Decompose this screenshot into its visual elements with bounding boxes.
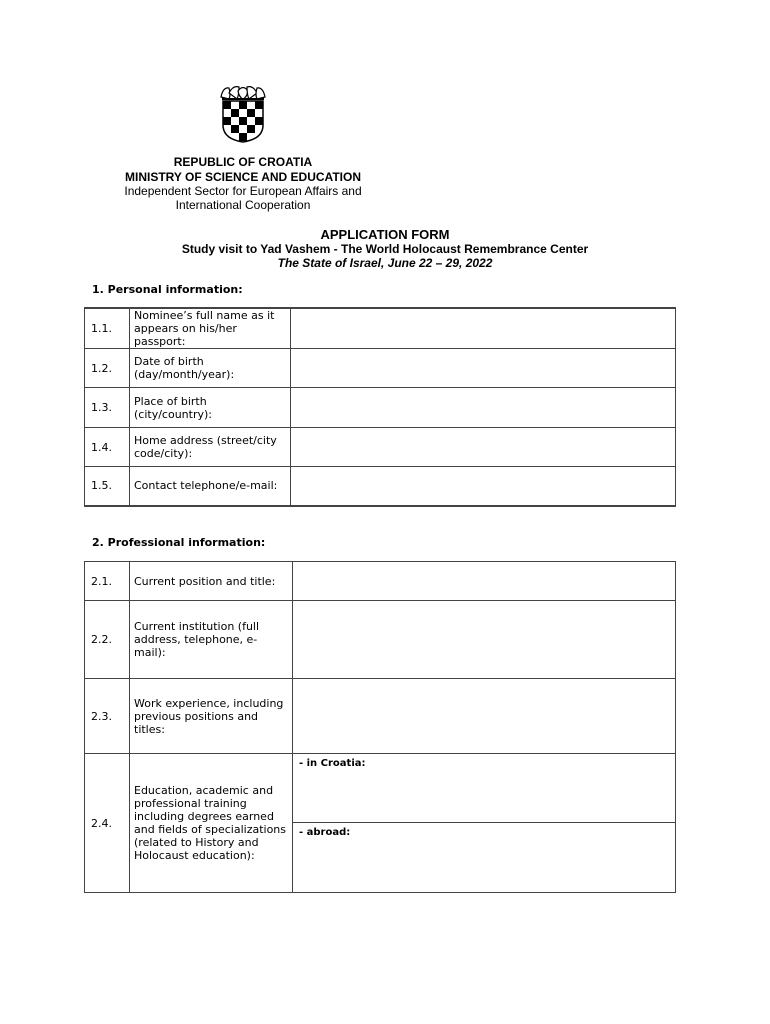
table-row [85,428,676,467]
place-of-birth-field[interactable] [291,388,676,428]
row-number: 2.2. [85,601,130,679]
row-number: 2.3. [85,679,130,754]
country-name: REPUBLIC OF CROATIA [173,155,313,169]
education-abroad-field[interactable] [293,823,675,892]
professional-info-table [84,561,676,893]
abroad-label: - abroad: [299,827,351,838]
row-number: 1.3. [85,388,130,428]
field-label: Date of birth (day/month/year): [130,349,291,388]
in-croatia-label: - in Croatia: [299,758,366,769]
coat-of-arms-icon [219,85,267,143]
field-label: Place of birth (city/country): [130,388,291,428]
table-row [85,467,676,506]
personal-info-heading: 1. Personal information: [92,283,243,296]
education-croatia-field[interactable] [293,754,675,823]
form-title: APPLICATION FORM [320,227,450,242]
date-of-birth-field[interactable] [291,349,676,388]
field-label: Current institution (full address, telephone, e-mail): [130,601,293,679]
education-field [293,754,676,893]
field-label: Education, academic and professional training including degrees earned and fields of specializations (related to History and Holocaust education): [130,754,293,893]
row-number: 2.4. [85,754,130,893]
table-row [85,754,676,893]
professional-info-heading: 2. Professional information: [92,536,266,549]
table-row [85,308,676,349]
field-label: Work experience, including previous positions and titles: [130,679,293,754]
sector-line2: International Cooperation [175,198,311,212]
contact-field[interactable] [291,467,676,506]
table-row [85,388,676,428]
row-number: 1.2. [85,349,130,388]
ministry-name: MINISTRY OF SCIENCE AND EDUCATION [124,170,361,184]
work-experience-field[interactable] [293,679,676,754]
row-number: 1.4. [85,428,130,467]
row-number: 1.1. [85,308,130,349]
form-dates: The State of Israel, June 22 – 29, 2022 [277,256,493,270]
form-subtitle: Study visit to Yad Vashem - The World Holocaust Remembrance Center [181,242,589,256]
row-number: 2.1. [85,562,130,601]
row-number: 1.5. [85,467,130,506]
table-row [85,562,676,601]
current-position-field[interactable] [293,562,676,601]
full-name-field[interactable] [291,308,676,349]
current-institution-field[interactable] [293,601,676,679]
table-row [85,349,676,388]
table-row [85,679,676,754]
field-label: Home address (street/city code/city): [130,428,291,467]
personal-info-table [84,307,676,507]
table-row [85,601,676,679]
sector-line1: Independent Sector for European Affairs and [124,184,362,198]
field-label: Contact telephone/e-mail: [130,467,291,506]
home-address-field[interactable] [291,428,676,467]
field-label: Nominee’s full name as it appears on his/her passport: [130,308,291,349]
field-label: Current position and title: [130,562,293,601]
